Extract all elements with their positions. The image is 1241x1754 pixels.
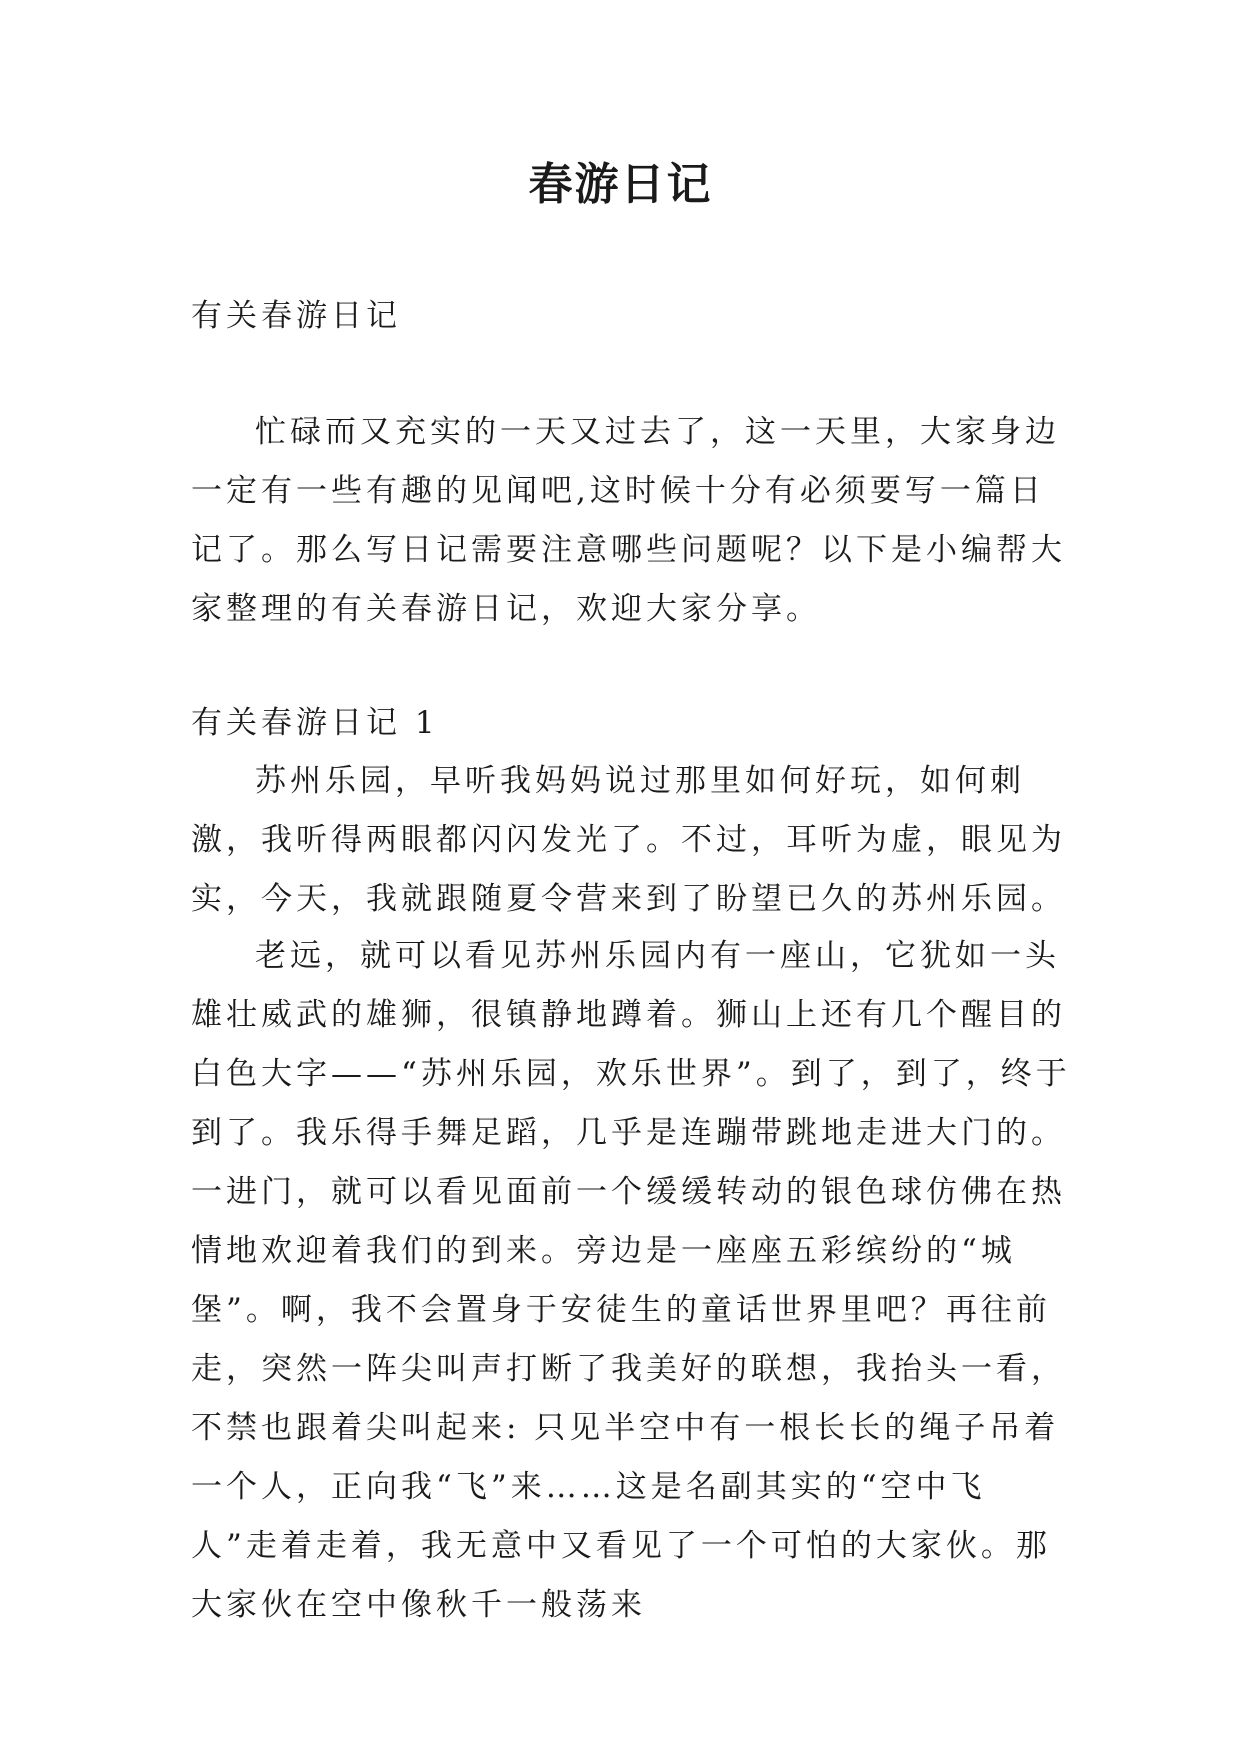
body-paragraph-2: 老远，就可以看见苏州乐园内有一座山，它犹如一头雄壮威武的雄狮，很镇静地蹲着。狮山上还有几个醒目的白色大字——“苏州乐园，欢乐世界”。到了，到了，终于到了。我乐得手舞足蹈，几乎是连蹦带跳地走进大门的。一进门，就可以看见面前一个缓缓转动的银色球仿佛在热情地欢迎着我们的到来。旁边是一座座五彩缤纷的“城堡”。啊，我不会置身于安徒生的童话世界里吧？再往前走，突然一阵尖叫声打断了我美好的联想，我抬头一看，不禁也跟着尖叫起来: 只见半空中有一根长长的绳子吊着一个人，正向我“飞”来……这是名副其实的“空中飞人”走着走着，我无意中又看见了一个可怕的大家伙。那大家伙在空中像秋千一般荡来 <box>191 938 1071 1623</box>
document-title: 春游日记 <box>528 159 713 210</box>
document-subtitle: 有关春游日记 <box>191 298 401 334</box>
body-paragraph-1: 苏州乐园，早听我妈妈说过那里如何好玩，如何刺激，我听得两眼都闪闪发光了。不过，耳听为虚，眼见为实，今天，我就跟随夏令营来到了盼望已久的苏州乐园。 <box>191 763 1066 917</box>
section-heading: 有关春游日记 1 <box>191 705 439 741</box>
intro-paragraph: 忙碌而又充实的一天又过去了，这一天里，大家身边一定有一些有趣的见闻吧,这时候十分有必须要写一篇日记了。那么写日记需要注意哪些问题呢？以下是小编帮大家整理的有关春游日记，欢迎大家分享。 <box>191 414 1066 627</box>
